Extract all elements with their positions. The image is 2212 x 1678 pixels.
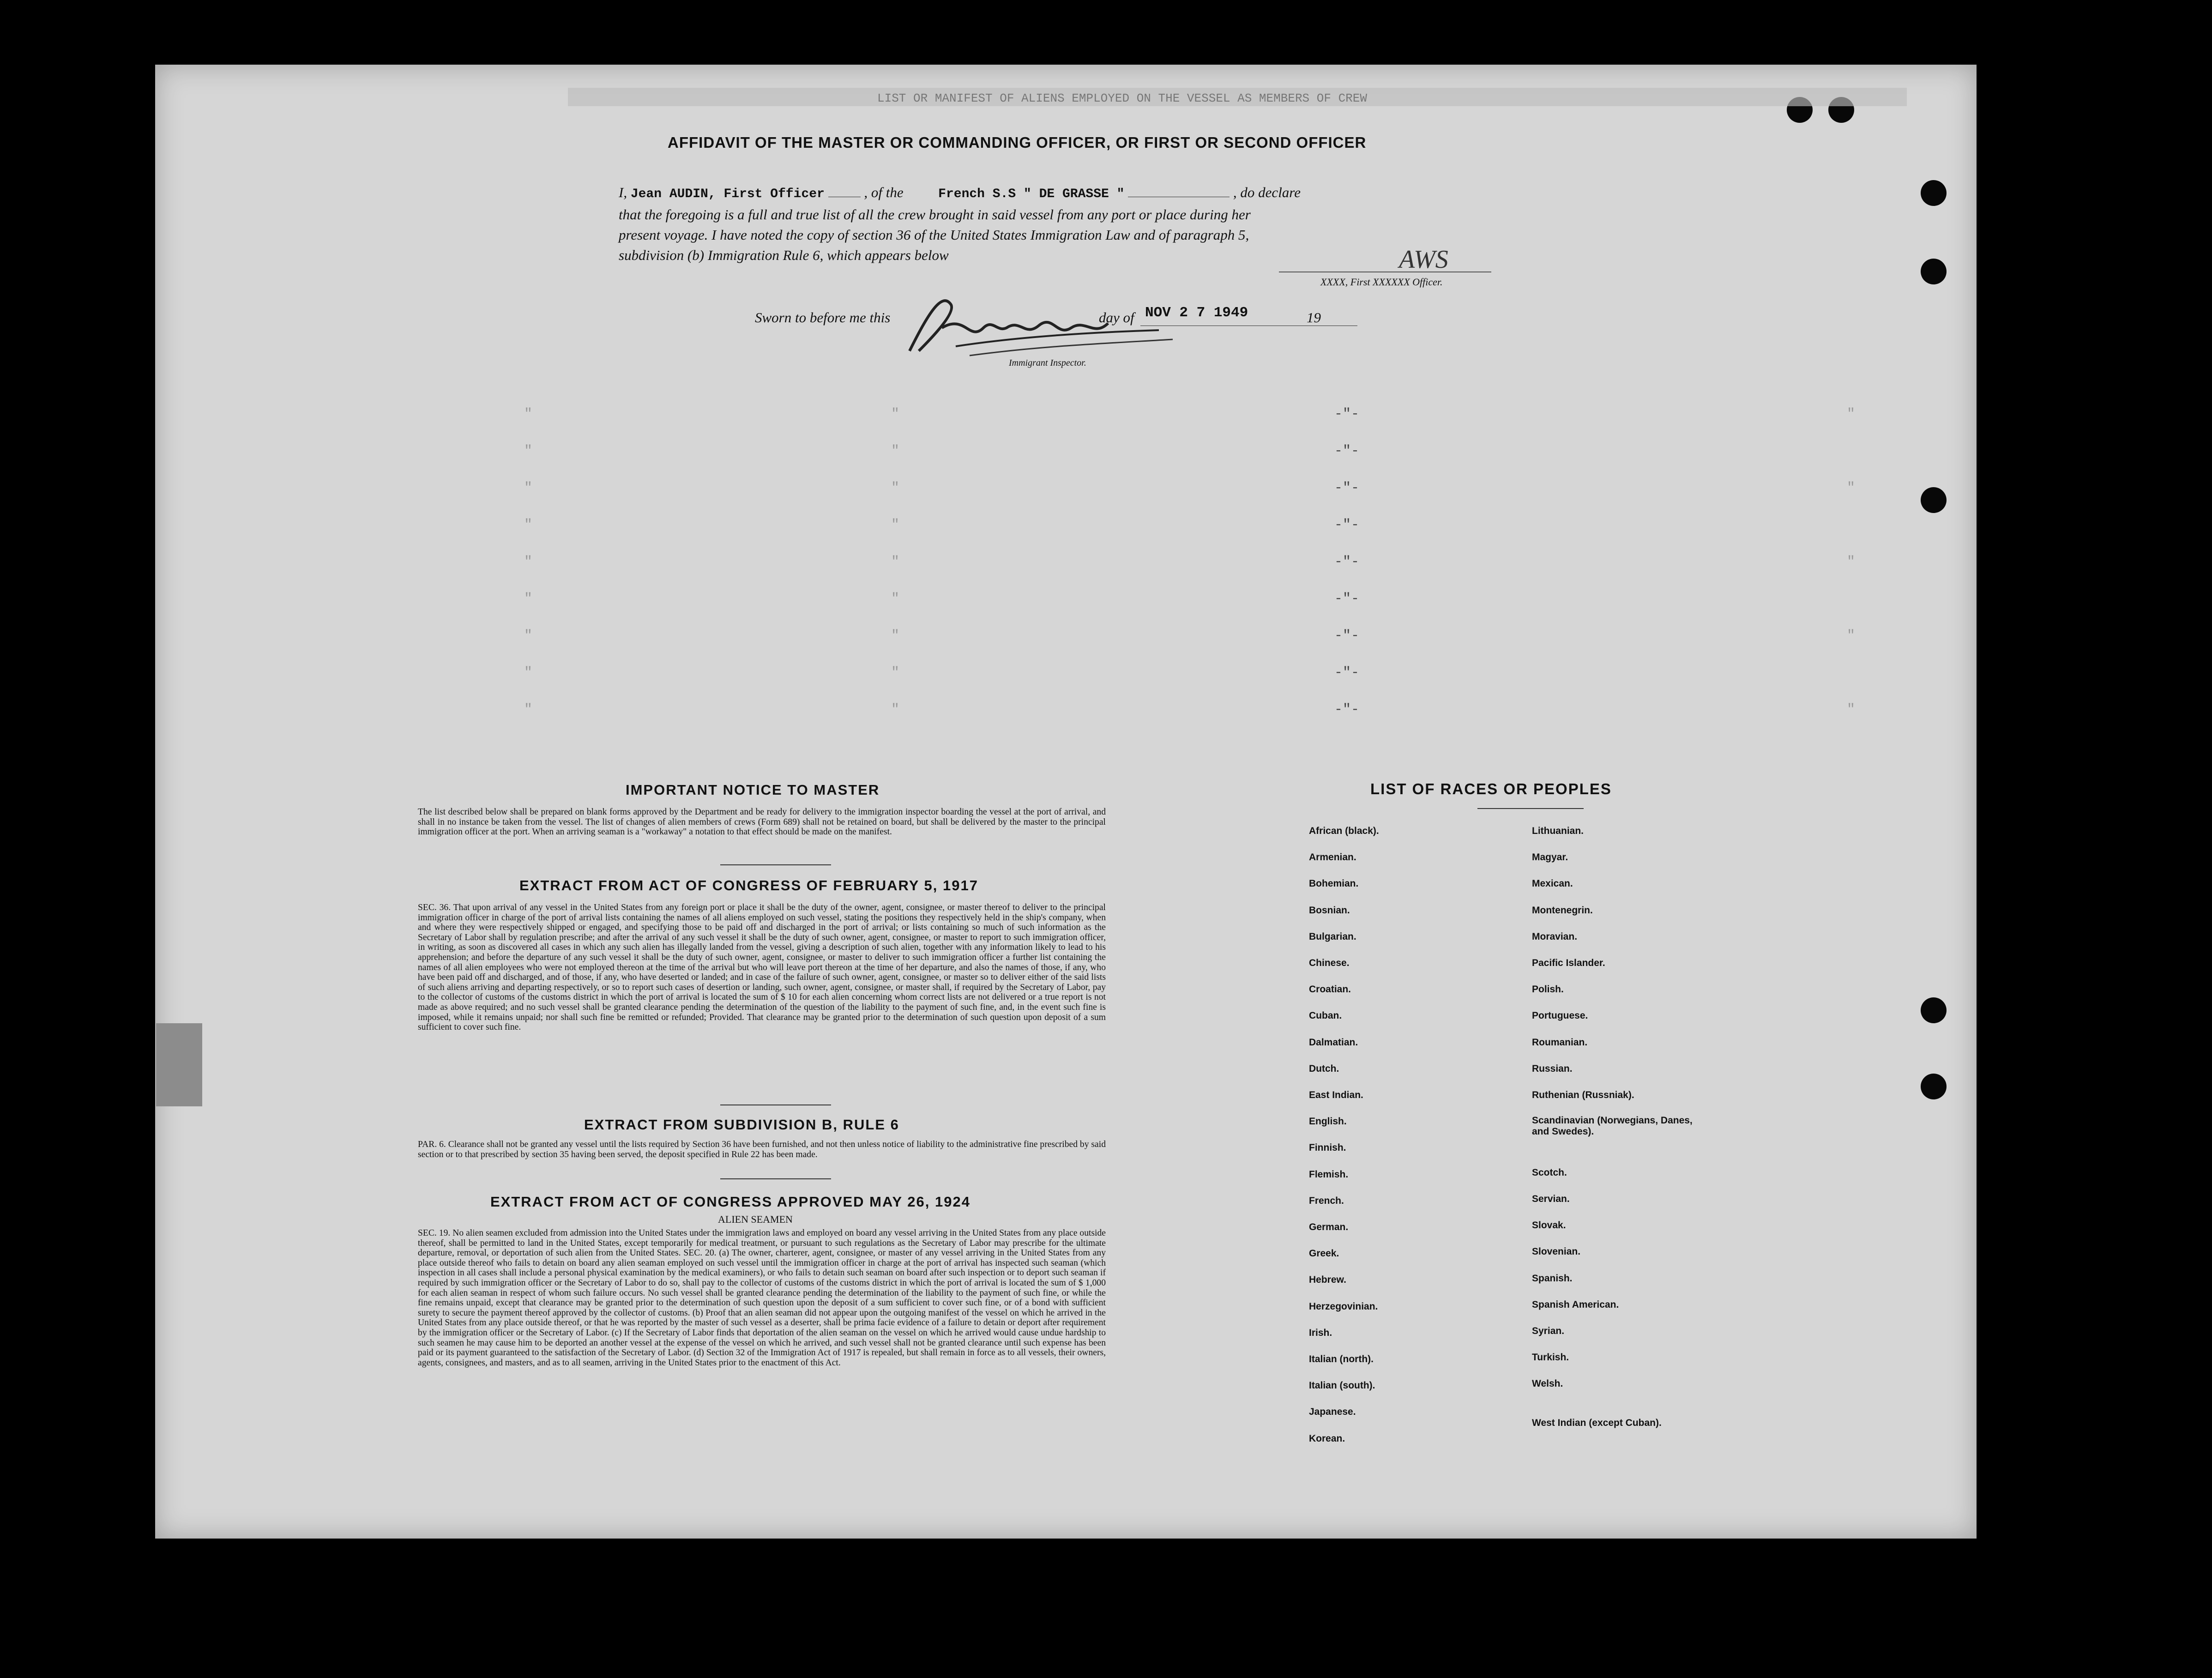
race-item: Welsh. [1532, 1378, 1563, 1389]
ditto-mark: " [1847, 702, 1856, 718]
race-item: Finnish. [1309, 1142, 1346, 1153]
race-item: Pacific Islander. [1532, 958, 1605, 968]
race-item: Chinese. [1309, 958, 1350, 968]
decl-of-the: , of the [864, 184, 904, 200]
race-item: Slovenian. [1532, 1246, 1581, 1257]
ditto-mark: " [524, 702, 533, 718]
races-title: LIST OF RACES OR PEOPLES [1370, 780, 1612, 797]
race-item: Magyar. [1532, 852, 1568, 863]
officer-name: Jean AUDIN, First Officer [630, 187, 825, 201]
ditto-dash: -"- [1334, 554, 1360, 570]
race-item: Slovak. [1532, 1220, 1566, 1231]
date-stamp: NOV 2 7 1949 [1145, 305, 1248, 321]
inspector-label: Immigrant Inspector. [1009, 358, 1086, 368]
extract-1917-body: SEC. 36. That upon arrival of any vessel in the United States from any foreign port or place it shall be the duty of the owner, agent, consignee, or master thereof to deliver to the principal immigration officer in charge of the port of arrival lists containing the names of all aliens employed on such vessel, stating the positions they respectively held in the ship's company, when and where they were respectively shipped or engaged, and specifying those to be paid off and discharged in the port of arrival; or lists containing so much of such information as the Secretary of Labor shall by regulation prescribe; and after the arrival of any such vessel it shall be the duty of such owner, agent, consignee, or master to report to such immigration officer, in writing, as soon as discovered all cases in which any such alien has illegally landed from the vessel, giving a description of such alien, together with any information likely to lead to his apprehension; and before the departure of any such vessel it shall be the duty of such owner, agent, consignee, or master to deliver to such immigration officer a further list containing the names of all alien employees who were not employed thereon at the time of the arrival but who will leave port thereon at the time of her departure, and also the names of those, if any, who have been paid off and discharged, and of those, if any, who have deserted or landed; and in case of the failure of such owner, agent, consignee, or master so to deliver either of the said lists of such aliens arriving and departing respectively, or so to report such cases of desertion or landing, such owner, agent, consignee, or master shall, if required by the Secretary of Labor, pay to the collector of customs of the customs district in which the port of arrival is located the sum of $ 10 for each alien concerning whom correct lists are not delivered or a true report is not made as above required; and no such vessel shall be granted clearance pending the determination of the question of the liability to the payment of such fine, and, in the event such fine is imposed, while it remains unpaid; nor shall such fine be remitted or refunded; Provided. That clearance may be granted prior to the determination of such question upon deposit of a sum sufficient to cover such fine. [418, 903, 1106, 1032]
race-item: Bulgarian. [1309, 931, 1356, 942]
sworn-day-of: day of [1099, 309, 1134, 326]
bleed-through-header: LIST OR MANIFEST OF ALIENS EMPLOYED ON THE VESSEL AS MEMBERS OF CREW [877, 91, 1367, 105]
ditto-dash: -"- [1334, 406, 1360, 422]
race-item: Cuban. [1309, 1010, 1342, 1021]
race-item: Syrian. [1532, 1326, 1565, 1336]
extract-1924-body: SEC. 19. No alien seamen excluded from admission into the United States under the immigration laws and employed on board any vessel arriving in the United States from any place outside thereof, shall be permitted to land in the United States, except temporarily for medical treatment, or pursuant to such regulations as the Secretary of Labor may prescribe for the ultimate departure, removal, or deportation of such alien from the United States. SEC. 20. (a) The owner, charterer, agent, consignee, or master of any vessel arriving in the United States from any place outside thereof who fails to detain on board any alien seaman employed on such vessel until the immigration officer in charge at the port of arrival has inspected such seaman (which inspection in all cases shall include a personal physical examination by the medical examiners), or who fails to detain such seaman on board after such inspection or to deport such seaman if required by such immigration officer or the Secretary of Labor to do so, shall pay to the collector of customs of the customs district in which the port of arrival is located the sum of $ 1,000 for each alien seaman in respect of whom such failure occurs. No such vessel shall be granted clearance pending the determination of the liability to the payment of such fine, or while the fine remains unpaid, except that clearance may be granted prior to the determination of such question upon the deposit of a sum sufficient to cover such fine, or of a bond with sufficient surety to secure the payment thereof approved by the collector of customs. (b) Proof that an alien seaman did not appear upon the outgoing manifest of the vessel on which he arrived in the United States from any place outside thereof, or that he was reported by the master of such vessel as a deserter, shall be prima facie evidence of a failure to detain or deport after requirement by the immigration officer or the Secretary of Labor. (c) If the Secretary of Labor finds that deportation of the alien seaman on the vessel on which he arrived would cause undue hardship to such seamen he may cause him to be deported an another vessel at the expense of the vessel on which he arrived, and such vessel shall not be granted clearance until such expense has been paid or its payment guaranteed to the satisfaction of the Secretary of Labor. (d) Section 32 of the Immigration Act of 1917 is repealed, but shall remain in force as to all vessels, their owners, agents, consignees, and masters, and as to all seamen, arriving in the United States prior to the enactment of this Act. [418, 1228, 1106, 1368]
race-item: German. [1309, 1222, 1349, 1232]
race-item: Ruthenian (Russniak). [1532, 1090, 1634, 1100]
ditto-mark: " [1847, 406, 1856, 422]
ditto-mark: " [891, 554, 900, 570]
ditto-mark: " [524, 591, 533, 607]
officer-initials: AWS [1399, 245, 1448, 274]
sworn-year: 19 [1307, 309, 1321, 326]
race-item: Herzegovinian. [1309, 1301, 1378, 1312]
decl-i: I, [619, 184, 627, 200]
race-item: Dalmatian. [1309, 1037, 1358, 1048]
ditto-dash: -"- [1334, 628, 1360, 644]
extract-rule6-rule [720, 1178, 831, 1179]
race-item: Lithuanian. [1532, 826, 1584, 836]
ditto-mark: " [891, 443, 900, 459]
race-item: West Indian (except Cuban). [1532, 1418, 1662, 1428]
ditto-mark: " [524, 406, 533, 422]
race-item: Korean. [1309, 1433, 1345, 1444]
decl-line-3: present voyage. I have noted the copy of section 36 of the United States Immigration Law and of paragraph 5, [619, 227, 1249, 243]
race-item: Russian. [1532, 1063, 1573, 1074]
ditto-mark: " [524, 628, 533, 644]
race-item: Greek. [1309, 1248, 1339, 1259]
ditto-dash: -"- [1334, 443, 1360, 459]
ditto-dash: -"- [1334, 517, 1360, 533]
race-item: Dutch. [1309, 1063, 1339, 1074]
race-item: Flemish. [1309, 1169, 1349, 1180]
race-item: Moravian. [1532, 931, 1578, 942]
extract-1917-title: EXTRACT FROM ACT OF CONGRESS OF FEBRUARY 5, 1917 [519, 877, 978, 893]
notice-title: IMPORTANT NOTICE TO MASTER [626, 782, 880, 798]
race-item: Italian (south). [1309, 1380, 1375, 1391]
punch-hole [1921, 997, 1947, 1023]
ditto-dash: -"- [1334, 480, 1360, 496]
ditto-mark: " [891, 480, 900, 496]
affidavit-heading: AFFIDAVIT OF THE MASTER OR COMMANDING OFFICER, OR FIRST OR SECOND OFFICER [668, 134, 1367, 151]
race-item: Scotch. [1532, 1167, 1567, 1178]
punch-hole [1921, 1074, 1947, 1099]
race-item: East Indian. [1309, 1090, 1363, 1100]
decl-line-2: that the foregoing is a full and true list of all the crew brought in said vessel from any port or place during her [619, 206, 1251, 223]
extract-1924-subtitle: ALIEN SEAMEN [718, 1213, 793, 1225]
ditto-mark: " [891, 665, 900, 681]
notice-rule [720, 864, 831, 865]
notice-body: The list described below shall be prepared on blank forms approved by the Department and be ready for delivery to the immigration inspector boarding the vessel at the port of arrival, and shall in no instance be taken from the vessel. The list of changes of alien members of crews (Form 689) shall not be retained on board, but shall be delivered by the master to the principal immigration officer at the port. When an arriving seaman is a "workaway" a notation to that effect should be made on the manifest. [418, 807, 1106, 837]
race-item: Bosnian. [1309, 905, 1350, 916]
race-item: Scandinavian (Norwegians, Danes, and Swedes). [1532, 1115, 1693, 1137]
ditto-mark: " [891, 591, 900, 607]
inspector-signature [900, 286, 1187, 360]
punch-hole [1921, 180, 1947, 206]
race-item: Portuguese. [1532, 1010, 1588, 1021]
ditto-mark: " [524, 517, 533, 533]
extract-1924-title: EXTRACT FROM ACT OF CONGRESS APPROVED MAY 26, 1924 [490, 1194, 970, 1210]
ditto-dash: -"- [1334, 665, 1360, 681]
ditto-mark: " [1847, 554, 1856, 570]
ditto-mark: " [1847, 628, 1856, 644]
race-item: Japanese. [1309, 1406, 1356, 1418]
race-item: Montenegrin. [1532, 905, 1593, 916]
ditto-mark: " [524, 665, 533, 681]
ditto-mark: " [524, 443, 533, 459]
race-item: English. [1309, 1116, 1347, 1127]
ditto-mark: " [891, 702, 900, 718]
ditto-dash: -"- [1334, 591, 1360, 607]
extract-rule6-title: EXTRACT FROM SUBDIVISION B, RULE 6 [584, 1117, 899, 1133]
ditto-mark: " [524, 480, 533, 496]
race-item: Armenian. [1309, 852, 1356, 863]
race-item: African (black). [1309, 826, 1379, 836]
races-rule [1477, 808, 1584, 809]
race-item: Bohemian. [1309, 878, 1359, 889]
race-item: Hebrew. [1309, 1274, 1346, 1286]
race-item: Spanish. [1532, 1273, 1573, 1284]
punch-hole [1921, 487, 1947, 513]
extract-rule6-body: PAR. 6. Clearance shall not be granted any vessel until the lists required by Section 36 have been furnished, and not then unless notice of liability to the administrative fine prescribed by said section or to that prescribed by section 35 having been served, the deposit specified in Rule 22 has been made. [418, 1140, 1106, 1159]
decl-end: , do declare [1233, 184, 1301, 200]
race-item: Mexican. [1532, 878, 1573, 889]
vessel-name: French S.S " DE GRASSE " [938, 187, 1125, 201]
officer-title: XXXX, First XXXXXX Officer. [1320, 276, 1443, 288]
race-item: Croatian. [1309, 984, 1351, 995]
binding-tab [156, 1023, 202, 1106]
punch-hole [1921, 259, 1947, 284]
race-item: Irish. [1309, 1327, 1332, 1338]
ditto-mark: " [524, 554, 533, 570]
sworn-text: Sworn to before me this [755, 309, 891, 326]
race-item: Turkish. [1532, 1352, 1569, 1363]
race-item: Polish. [1532, 984, 1564, 995]
ditto-mark: " [1847, 480, 1856, 496]
race-item: Roumanian. [1532, 1037, 1588, 1048]
declaration-text [619, 182, 1494, 266]
decl-line-4: subdivision (b) Immigration Rule 6, which appears below [619, 247, 949, 263]
race-item: Spanish American. [1532, 1299, 1619, 1310]
ditto-mark: " [891, 406, 900, 422]
ditto-mark: " [891, 628, 900, 644]
race-item: Italian (north). [1309, 1354, 1374, 1364]
race-item: French. [1309, 1195, 1344, 1206]
ditto-mark: " [891, 517, 900, 533]
race-item: Servian. [1532, 1194, 1570, 1204]
ditto-dash: -"- [1334, 702, 1360, 718]
